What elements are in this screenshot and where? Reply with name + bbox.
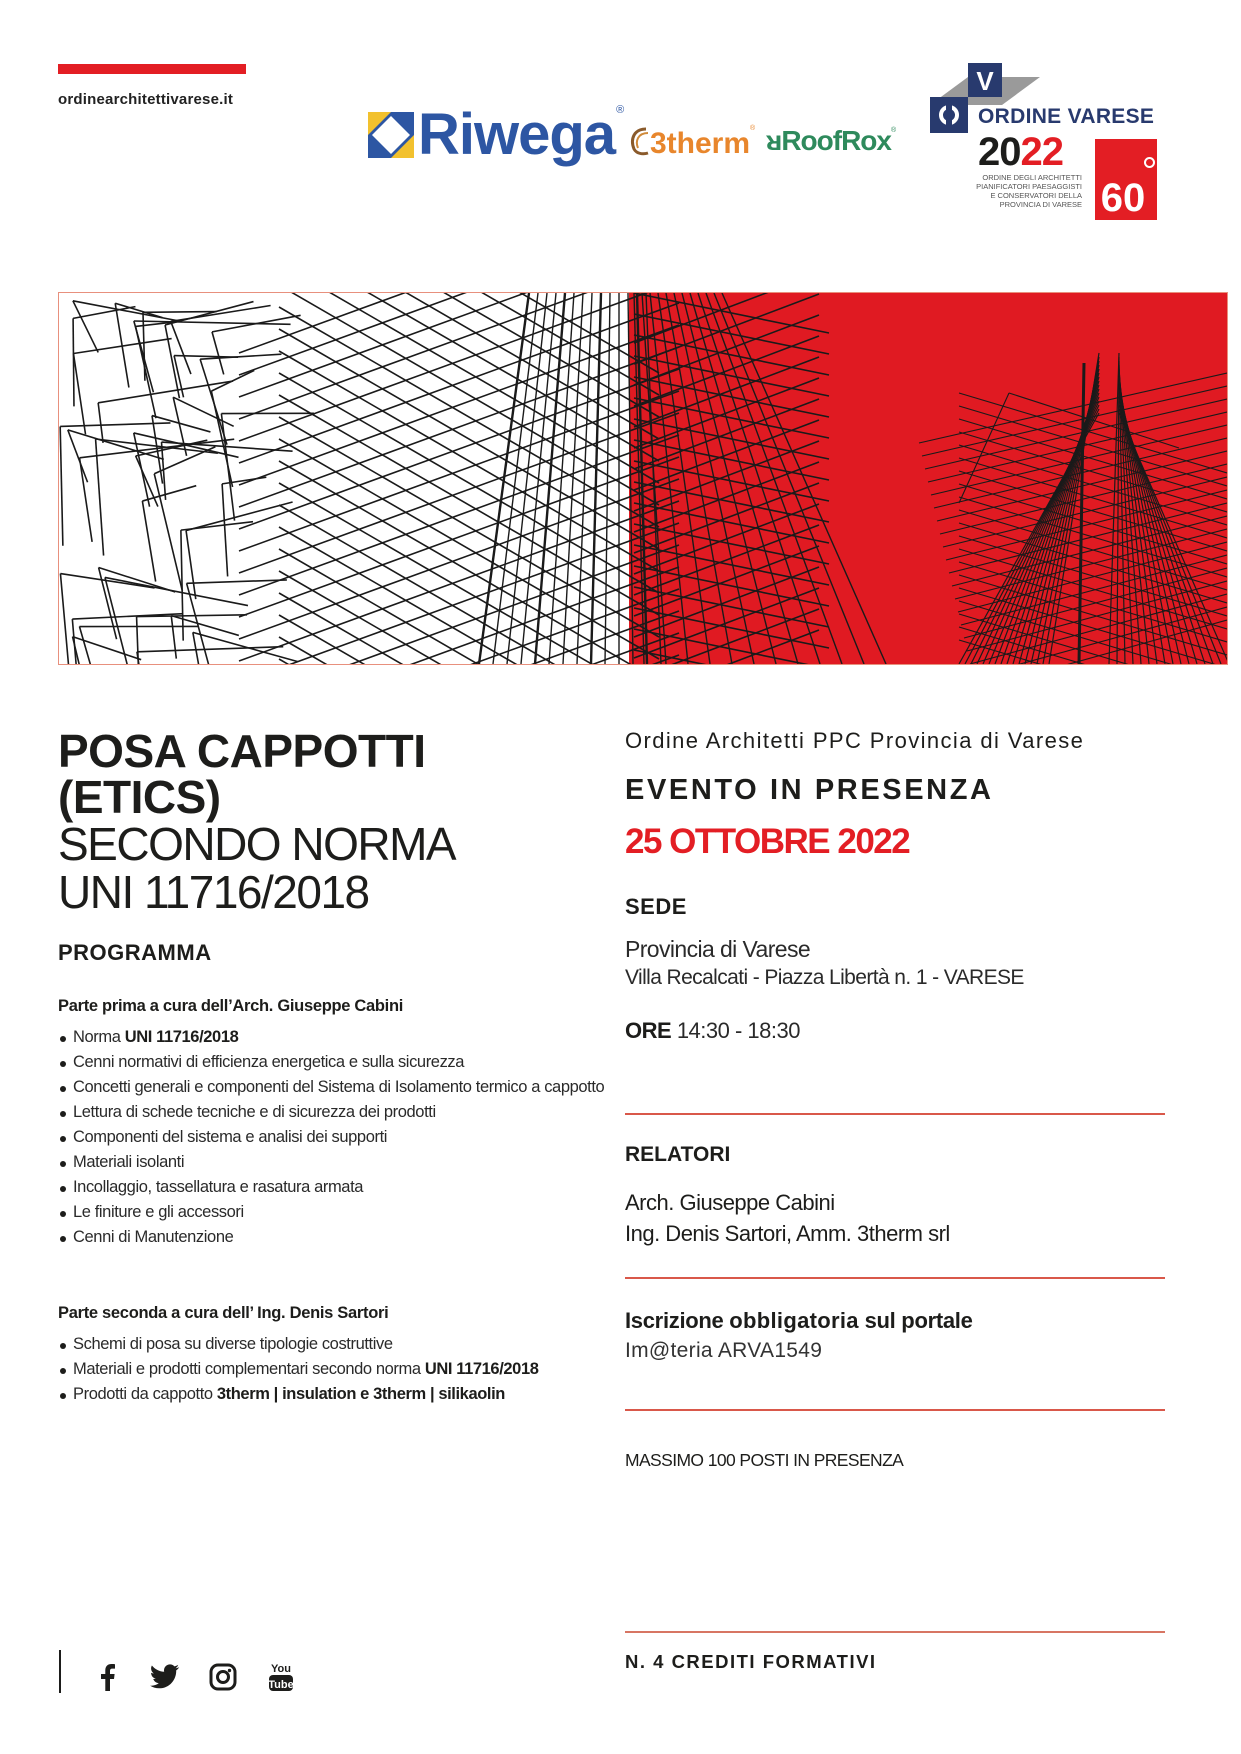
wireframe-line — [239, 369, 679, 529]
anniversary-badge — [1095, 139, 1157, 220]
wireframe-line — [279, 637, 659, 664]
divider — [625, 1277, 1165, 1279]
programme-item — [58, 1150, 618, 1175]
year-part-2: 22 — [1020, 130, 1063, 174]
programme-item-text: Norma — [73, 1028, 125, 1046]
ordine-varese-subtitle — [932, 173, 1082, 209]
ordine-varese-year — [978, 132, 1063, 172]
event-date: 25 OTTOBRE 2022 — [625, 822, 910, 861]
wireframe-line — [173, 397, 233, 426]
wireframe-line — [239, 435, 679, 595]
instagram-icon — [209, 1663, 237, 1691]
programme-item-bold: UNI 11716/2018 — [424, 1360, 539, 1378]
wireframe-line — [143, 312, 145, 380]
part1-list — [58, 1025, 618, 1250]
site-url-link[interactable]: ordinearchitettivarese.it — [58, 91, 234, 108]
3therm-registered-mark: ® — [750, 125, 756, 132]
wireframe-line — [239, 325, 679, 485]
subtitle-line: PROVINCIA DI VARESE — [999, 200, 1082, 209]
year-part-1: 20 — [978, 130, 1021, 174]
max-seats: MASSIMO 100 POSTI IN PRESENZA — [625, 1450, 904, 1470]
programme-item — [58, 1200, 618, 1225]
event-time — [625, 1018, 800, 1044]
wireframe-line — [165, 325, 179, 398]
divider — [625, 1113, 1165, 1115]
wireframe-line — [143, 312, 217, 313]
youtube-icon — [268, 1661, 294, 1693]
wireframe-line — [73, 307, 135, 319]
wireframe-line — [105, 577, 133, 664]
programme-item-bold: UNI 11716/2018 — [124, 1028, 239, 1046]
relatore: Arch. Giuseppe Cabini — [625, 1190, 835, 1215]
riwega-logo — [368, 104, 624, 166]
wireframe-line — [73, 301, 98, 353]
title-line: POSA CAPPOTTI — [58, 725, 426, 777]
anniversary-number: 60 — [1100, 176, 1146, 220]
wireframe-line — [60, 426, 63, 545]
programme-item-text: Lettura di schede tecniche e di sicurezza dei prodotti — [73, 1103, 436, 1121]
programme-item — [58, 1075, 618, 1100]
event-title-bold — [58, 725, 426, 823]
ordine-varese-title: ORDINE VARESE — [978, 105, 1155, 128]
divider — [625, 1409, 1165, 1411]
subtitle-line: E CONSERVATORI DELLA — [990, 191, 1082, 200]
wireframe-line — [239, 413, 679, 573]
wireframe-line — [279, 549, 659, 664]
sede-label: SEDE — [625, 894, 687, 919]
wireframe-line — [239, 347, 679, 507]
riwega-mark-icon — [368, 112, 414, 158]
ore-value: 14:30 - 18:30 — [676, 1018, 800, 1043]
programme-item — [58, 1175, 618, 1200]
riwega-registered-mark: ® — [616, 104, 625, 116]
facebook-link[interactable] — [90, 1660, 124, 1694]
programme-item — [58, 1225, 618, 1250]
subtitle-line: ORDINE DEGLI ARCHITETTI — [982, 173, 1082, 182]
programme-item-text: Componenti del sistema e analisi dei supporti — [73, 1128, 388, 1146]
relatori-label: RELATORI — [625, 1143, 731, 1166]
wireframe-line — [98, 403, 103, 443]
wireframe-line — [239, 457, 679, 617]
wireframe-line — [239, 501, 679, 661]
programme-item-text: Cenni normativi di efficienza energetica e sulla sicurezza — [73, 1053, 465, 1071]
title-line: (ETICS) — [58, 771, 221, 823]
wireframe-line — [171, 616, 176, 659]
youtube-link[interactable] — [264, 1660, 298, 1694]
portal-code: Im@teria ARVA1549 — [625, 1339, 823, 1362]
programme-item-text: Materiali e prodotti complementari secondo norma — [73, 1360, 425, 1378]
programme-item-bold: 3therm | insulation e 3therm | silikaolin — [216, 1385, 505, 1403]
banner-image — [58, 292, 1228, 665]
programme-item — [58, 1332, 618, 1357]
programma-heading: PROGRAMMA — [58, 940, 212, 965]
wireframe-line — [142, 501, 155, 582]
programme-item — [58, 1382, 618, 1407]
wireframe-line — [279, 461, 659, 664]
programme-item — [58, 1050, 618, 1075]
wireframe-line — [239, 303, 679, 463]
riwega-name: Riwega — [418, 102, 616, 167]
roofrox-registered-mark: ® — [891, 127, 897, 134]
iscrizione-prefix: Iscrizione — [625, 1308, 724, 1333]
wireframe-line — [137, 652, 152, 664]
programme-item-text: Schemi di posa su diverse tipologie costruttive — [73, 1335, 393, 1353]
programme-item-text: Materiali isolanti — [73, 1153, 185, 1171]
wireframe-line — [60, 574, 70, 664]
wireframe-line — [279, 293, 659, 505]
youtube-label-bottom: Tube — [268, 1679, 294, 1691]
wireframe-line — [591, 293, 601, 664]
roofrox-logo — [766, 127, 896, 155]
wireframe-line — [212, 332, 224, 375]
header-accent-bar — [58, 64, 246, 74]
programme-item — [58, 1025, 618, 1050]
ordine-varese-logo — [930, 63, 1160, 223]
3therm-name: 3therm — [650, 126, 751, 160]
programme-item-text: Prodotti da cappotto — [73, 1385, 217, 1403]
part2-list — [58, 1332, 618, 1407]
ore-label: ORE — [625, 1018, 672, 1043]
programme-item-text: Concetti generali e componenti del Sistema di Isolamento termico a cappotto — [73, 1078, 605, 1096]
twitter-link[interactable] — [148, 1660, 182, 1694]
part2-title: Parte seconda a cura dell’ Ing. Denis Sartori — [58, 1304, 389, 1322]
credits: N. 4 CREDITI FORMATIVI — [625, 1651, 877, 1672]
roofrox-name: ᴚRoofRox — [766, 125, 891, 156]
wireframe-line — [279, 293, 659, 483]
ordine-logo-letter: V — [976, 66, 994, 96]
divider — [625, 1631, 1165, 1633]
title-line: UNI 11716/2018 — [58, 866, 369, 918]
wireframe-line — [79, 627, 106, 664]
degree-icon — [1144, 157, 1155, 168]
wireframe-line — [96, 439, 104, 556]
youtube-label-top: You — [271, 1663, 291, 1675]
wireframe-line — [279, 293, 659, 417]
iscrizione-strong: obbligatoria — [729, 1308, 859, 1333]
wireframe-line — [80, 458, 93, 542]
wireframe-line — [73, 354, 85, 435]
instagram-link[interactable] — [206, 1660, 240, 1694]
event-type: EVENTO IN PRESENZA — [625, 774, 994, 806]
wireframe-line — [239, 479, 679, 639]
wireframe-buildings-illustration — [59, 293, 1227, 664]
wireframe-line — [73, 318, 74, 406]
title-line: SECONDO NORMA — [58, 818, 456, 870]
wireframe-line — [99, 568, 176, 592]
wireframe-line — [222, 484, 228, 577]
sede-line-2: Villa Recalcati - Piazza Libertà n. 1 - VARESE — [625, 966, 1024, 989]
wireframe-line — [171, 616, 239, 636]
wireframe-line — [136, 456, 158, 507]
organizer: Ordine Architetti PPC Provincia di Varese — [625, 728, 1085, 753]
wireframe-line — [239, 293, 679, 419]
3therm-swirl-icon — [628, 125, 650, 162]
sede-line-1: Provincia di Varese — [625, 936, 811, 962]
part1-title: Parte prima a cura dell’Arch. Giuseppe Cabini — [58, 997, 404, 1015]
facebook-icon — [98, 1663, 116, 1691]
programme-item-text: Incollaggio, tassellatura e rasatura armata — [73, 1178, 364, 1196]
programme-item — [58, 1357, 618, 1382]
programme-item — [58, 1100, 618, 1125]
twitter-icon — [150, 1664, 180, 1690]
wireframe-line — [239, 391, 679, 551]
3therm-logo — [628, 125, 755, 162]
iscrizione-suffix: sul portale — [864, 1308, 973, 1333]
wireframe-line — [507, 293, 547, 664]
social-links — [90, 1660, 298, 1694]
iscrizione-text — [625, 1308, 973, 1334]
wireframe-line — [68, 430, 88, 482]
programme-item-text: Cenni di Manutenzione — [73, 1228, 234, 1246]
relatore: Ing. Denis Sartori, Amm. 3therm srl — [625, 1221, 950, 1246]
social-divider — [59, 1650, 61, 1693]
subtitle-line: PIANIFICATORI PAESAGGISTI — [976, 182, 1082, 191]
programme-item-text: Le finiture e gli accessori — [73, 1203, 244, 1221]
programme-item — [58, 1125, 618, 1150]
event-title-light — [58, 820, 455, 916]
